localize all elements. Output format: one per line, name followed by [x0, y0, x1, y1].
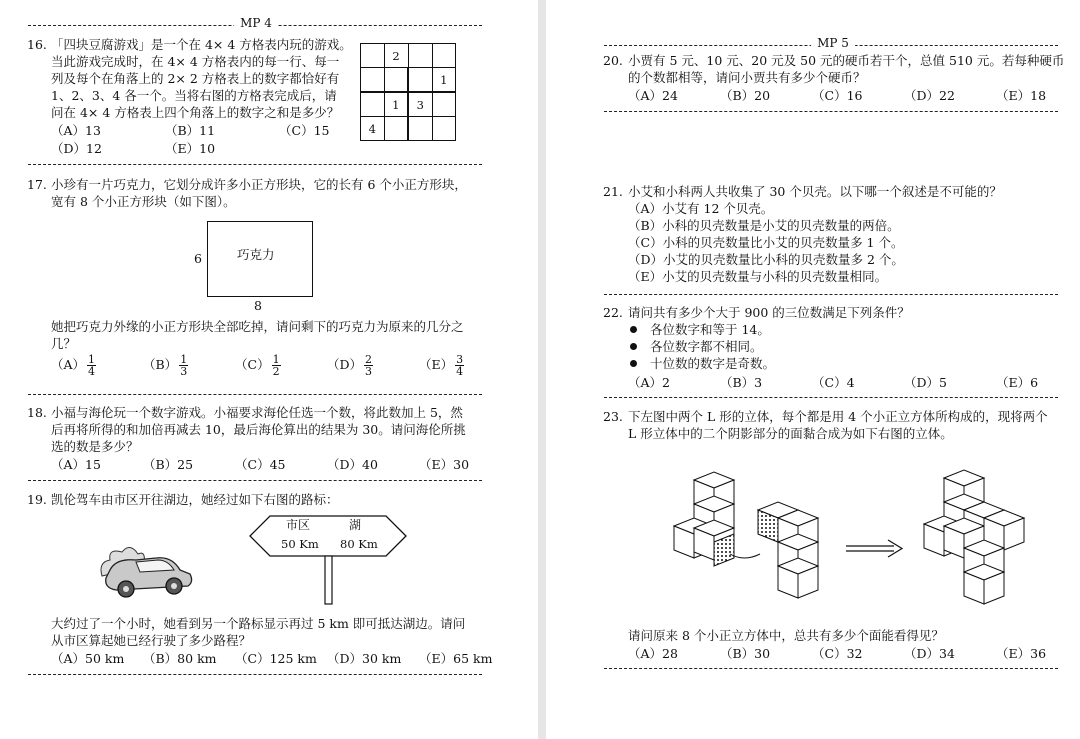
sign-left-distance: 50 Km [281, 537, 319, 551]
option-e[interactable]: （E）6 [996, 375, 1039, 390]
option-c[interactable]: （C）32 [812, 646, 863, 661]
option-b[interactable]: （B）3 [720, 375, 763, 390]
question-text: 的个数都相等，请问小贾共有多少个硬币？ [628, 70, 866, 85]
page-header: MP 4 [234, 16, 278, 30]
question-text: 列及每个在角落上的 2× 2 方格表上的数字都恰好有 [51, 71, 340, 86]
option-a[interactable]: （A） $\frac{1}{4}$ [51, 353, 96, 378]
option-d[interactable]: （D）30 km [327, 651, 402, 666]
option-a[interactable]: （A）28 [628, 646, 678, 661]
question-text: L 形立体中的二个阴影部分的面黏合成为如下右图的立体。 [628, 426, 953, 441]
bullet-icon [630, 343, 637, 350]
option-c[interactable]: （C） $\frac{1}{2}$ [235, 353, 280, 378]
road-sign [248, 512, 408, 606]
question-text: 请问原来 8 个小正立方体中，总共有多少个面能看得见？ [628, 628, 944, 643]
bullet-icon [630, 326, 637, 333]
question-text: 1、2、3、4 各一个。当将右图的方格表完成后，请 [51, 88, 337, 103]
option-b[interactable]: （B）20 [720, 88, 771, 103]
question-text: 「四块豆腐游戏」是一个在 4× 4 方格表内玩的游戏。 [51, 37, 352, 52]
option-a[interactable]: （A）15 [51, 457, 101, 472]
choice-d[interactable]: （D）小艾的贝壳数量比小科的贝壳数量多 2 个。 [628, 252, 904, 267]
option-b[interactable]: （B） $\frac{1}{3}$ [143, 353, 188, 378]
choice-b[interactable]: （B）小科的贝壳数量是小艾的贝壳数量的两倍。 [628, 218, 900, 233]
question-divider [604, 294, 1058, 295]
option-c[interactable]: （C）45 [235, 457, 286, 472]
option-b[interactable]: （B）30 [720, 646, 771, 661]
question-divider [28, 394, 482, 395]
car-illustration [96, 540, 196, 602]
side-length-label: 6 [194, 251, 202, 266]
option-a[interactable]: （A）13 [51, 123, 101, 138]
option-a[interactable]: （A）24 [628, 88, 678, 103]
question-number: 16. [27, 37, 47, 52]
question-number: 17. [27, 177, 47, 192]
option-e[interactable]: （E）36 [996, 646, 1047, 661]
question-number: 19. [27, 492, 47, 507]
option-e[interactable]: （E） $\frac{3}{4}$ [419, 353, 464, 378]
sign-left-place: 市区 [286, 518, 311, 532]
choice-c[interactable]: （C）小科的贝壳数量比小艾的贝壳数量多 1 个。 [628, 235, 904, 250]
condition-item: 各位数字都不相同。 [650, 339, 763, 354]
option-a[interactable]: （A）50 km [51, 651, 125, 666]
question-text: 小珍有一片巧克力，它划分成许多小正方形块，它的长有 6 个小正方形块， [51, 177, 467, 192]
option-b[interactable]: （B）25 [143, 457, 194, 472]
condition-item: 各位数字和等于 14。 [650, 322, 770, 337]
option-c[interactable]: （C）125 km [235, 651, 317, 666]
question-divider [604, 397, 1058, 398]
question-number: 22. [603, 305, 623, 320]
option-c[interactable]: （C）4 [812, 375, 855, 390]
option-b[interactable]: （B）80 km [143, 651, 217, 666]
question-number: 20. [603, 53, 623, 68]
question-divider [28, 480, 482, 481]
side-width-label: 8 [254, 298, 262, 313]
question-text: 小福与海伦玩一个数字游戏。小福要求海伦任选一个数，将此数加上 5，然 [51, 405, 463, 420]
cube-figure [664, 458, 1036, 610]
option-d[interactable]: （D）40 [327, 457, 378, 472]
bullet-icon [630, 360, 637, 367]
choice-a[interactable]: （A）小艾有 12 个贝壳。 [628, 201, 774, 216]
option-e[interactable]: （E）18 [996, 88, 1047, 103]
option-d[interactable]: （D）12 [51, 141, 102, 156]
question-text: 大约过了一个小时，她看到另一个路标显示再过 5 km 即可抵达湖边。请问 [51, 616, 466, 631]
question-text: 下左图中两个 L 形的立体，每个都是用 4 个小正立方体所构成的，现将两个 [628, 409, 1048, 424]
question-divider [604, 668, 1058, 669]
question-divider [28, 674, 482, 675]
sign-right-distance: 80 Km [340, 537, 378, 551]
question-text: 问在 4× 4 方格表上四个角落上的数字之和是多少？ [51, 105, 340, 120]
option-d[interactable]: （D）5 [904, 375, 947, 390]
option-d[interactable]: （D）22 [904, 88, 955, 103]
left-page [0, 0, 538, 739]
right-page [546, 0, 1080, 739]
option-e[interactable]: （E）30 [419, 457, 470, 472]
question-number: 21. [603, 184, 623, 199]
question-text: 选的数是多少？ [51, 439, 139, 454]
question-text: 请问共有多少个大于 900 的三位数满足下列条件？ [628, 305, 910, 320]
option-e[interactable]: （E）10 [165, 141, 216, 156]
question-number: 23. [603, 409, 623, 424]
option-c[interactable]: （C）15 [279, 123, 330, 138]
question-divider [28, 164, 482, 165]
question-text: 后再将所得的和加倍再减去 10，最后海伦算出的结果为 30。请问海伦所挑 [51, 422, 466, 437]
page-header: MP 5 [811, 36, 855, 50]
question-text: 几？ [51, 336, 77, 351]
question-number: 18. [27, 405, 47, 420]
option-d[interactable]: （D） $\frac{2}{3}$ [327, 353, 373, 378]
chocolate-label: 巧克力 [237, 247, 275, 262]
question-text: 小艾和小科两人共收集了 30 个贝壳。以下哪一个叙述是不可能的？ [628, 184, 1002, 199]
question-text: 从市区算起她已经行驶了多少路程？ [51, 633, 252, 648]
option-b[interactable]: （B）11 [165, 123, 216, 138]
question-text: 小贾有 5 元、10 元、20 元及 50 元的硬币若干个，总值 510 元。若每种硬币 [628, 53, 1065, 68]
option-c[interactable]: （C）16 [812, 88, 863, 103]
choice-e[interactable]: （E）小艾的贝壳数量与小科的贝壳数量相同。 [628, 269, 888, 284]
option-d[interactable]: （D）34 [904, 646, 955, 661]
question-divider [604, 111, 1058, 112]
condition-item: 十位数的数字是奇数。 [650, 356, 776, 371]
question-text: 当此游戏完成时，在 4× 4 方格表内的每一行、每一 [51, 54, 340, 69]
sign-right-place: 湖 [349, 518, 362, 532]
option-a[interactable]: （A）2 [628, 375, 670, 390]
question-text: 宽有 8 个小正方形块（如下图）。 [51, 194, 236, 209]
question-text: 她把巧克力外缘的小正方形块全部吃掉，请问剩下的巧克力为原来的几分之 [51, 319, 464, 334]
number-grid: 2 1 1 3 4 [360, 43, 456, 141]
question-text: 凯伦驾车由市区开往湖边，她经过如下右图的路标： [51, 492, 339, 507]
option-e[interactable]: （E）65 km [419, 651, 493, 666]
